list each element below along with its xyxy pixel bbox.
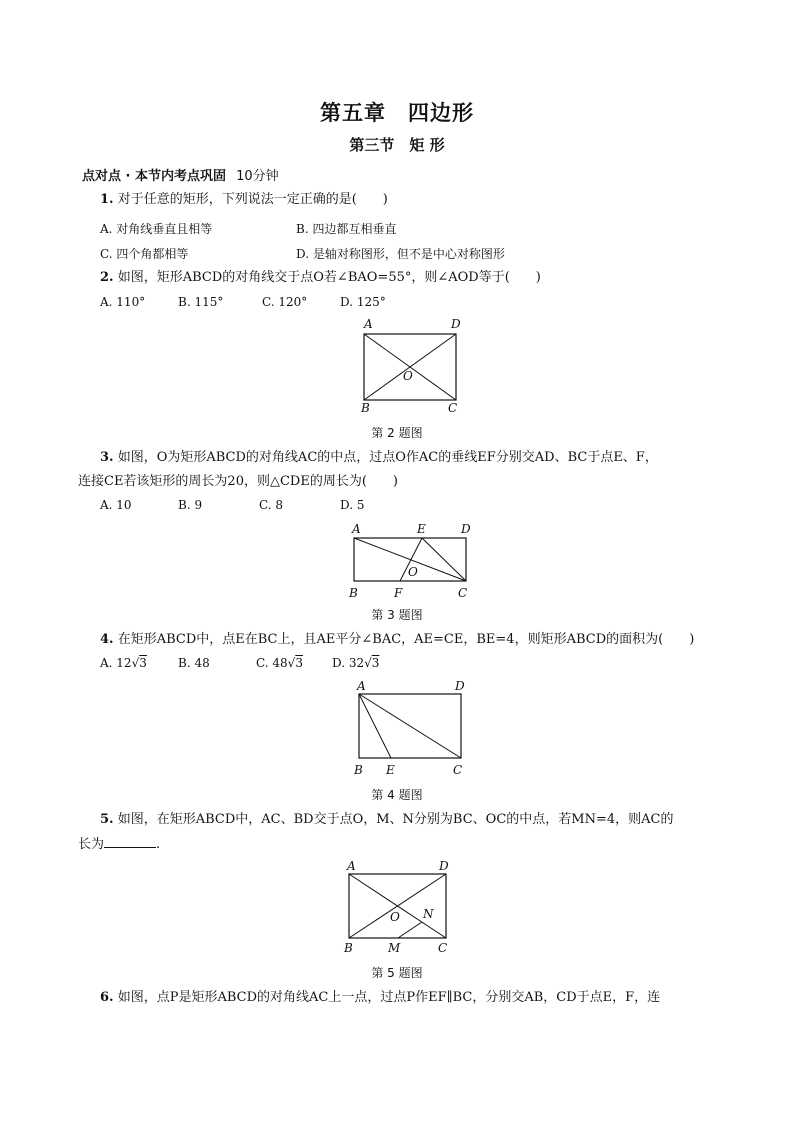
label-a: A — [347, 859, 356, 873]
label-a: A — [352, 522, 361, 536]
chapter-title: 第五章 四边形 — [320, 101, 474, 125]
question-3-line-2: 连接CE若该矩形的周长为20，则△CDE的周长为( ) — [78, 474, 398, 489]
q2-option-d: D. 125° — [340, 295, 386, 309]
question-2 — [100, 268, 541, 288]
q4-option-b — [178, 656, 210, 670]
practice-header — [82, 165, 279, 184]
diagonal-ac — [359, 694, 461, 758]
question-number: 3. — [100, 450, 114, 465]
question-stem: 如图，O为矩形ABCD的对角线AC的中点，过点O作AC的垂线EF分别交AD、BC于点E、F， — [117, 450, 658, 465]
q4-option-a — [100, 656, 147, 670]
question-stem: 对于任意的矩形，下列说法一定正确的是( ) — [117, 192, 388, 207]
practice-time: 10分钟 — [236, 169, 279, 184]
q3-option-a: A. 10 — [100, 498, 132, 512]
segment-ce — [422, 538, 466, 581]
q3-option-d: D. 5 — [340, 498, 365, 512]
option-radicand: 3 — [139, 656, 147, 670]
q2-figure-caption: 第 2 题图 — [371, 426, 423, 440]
question-6 — [100, 988, 660, 1008]
question-stem: 在矩形ABCD中，点E在BC上，且AE平分∠BAC，AE=CE，BE=4，则矩形ABCD的面积为( ) — [117, 632, 695, 647]
label-d: D — [455, 679, 465, 693]
label-o: O — [408, 565, 418, 579]
section-title: 第三节 矩 形 — [349, 136, 445, 154]
q2-option-b: B. 115° — [178, 295, 224, 309]
q2-option-a: A. 110° — [100, 295, 146, 309]
label-e: E — [417, 522, 426, 536]
option-radicand: 3 — [295, 656, 303, 670]
question-stem: 长为 — [78, 837, 105, 852]
question-number: 6. — [100, 990, 114, 1005]
question-5-line-1 — [100, 810, 673, 830]
label-o: O — [403, 369, 413, 383]
option-prefix: A. 12 — [100, 656, 132, 670]
radical-sign: √ — [287, 656, 296, 670]
question-5-line-2 — [78, 835, 160, 855]
question-stem: 如图，矩形ABCD的对角线交于点O若∠BAO=55°，则∠AOD等于( ) — [117, 270, 541, 285]
q1-option-b: B. 四边都互相垂直 — [296, 222, 397, 236]
label-b: B — [361, 401, 370, 415]
segment-mn — [398, 922, 422, 938]
q5-figure — [338, 856, 458, 956]
label-c: C — [453, 763, 463, 777]
question-1 — [100, 190, 388, 210]
q3-figure — [342, 516, 477, 602]
q4-figure-caption: 第 4 题图 — [371, 788, 423, 802]
label-e: E — [386, 763, 395, 777]
label-a: A — [357, 679, 366, 693]
q1-option-d: D. 是轴对称图形，但不是中心对称图形 — [296, 247, 505, 261]
option-prefix: D. 32 — [332, 656, 365, 670]
option-radicand: 3 — [371, 656, 380, 670]
q1-option-a: A. 对角线垂直且相等 — [100, 222, 213, 236]
radical-sign: √ — [131, 656, 140, 670]
question-number: 2. — [100, 270, 114, 285]
question-stem-end: . — [156, 837, 161, 852]
question-number: 5. — [100, 812, 114, 827]
answer-blank[interactable] — [104, 835, 156, 848]
question-4 — [100, 630, 694, 650]
question-3-line-1 — [100, 448, 658, 468]
q3-option-c: C. 8 — [259, 498, 284, 512]
q3-option-b: B. 9 — [178, 498, 203, 512]
label-n: N — [423, 907, 434, 921]
label-b: B — [354, 763, 363, 777]
label-f: F — [394, 586, 403, 600]
label-c: C — [458, 586, 468, 600]
q4-option-d — [332, 656, 379, 670]
label-b: B — [344, 941, 353, 955]
option-prefix: B. 48 — [178, 656, 210, 670]
q5-figure-caption: 第 5 题图 — [371, 966, 423, 980]
label-d: D — [451, 317, 461, 331]
q4-figure — [348, 676, 478, 780]
question-stem: 如图，在矩形ABCD中，AC、BD交于点O，M、N分别为BC、OC的中点，若MN=4，则AC的 — [117, 812, 674, 827]
q2-figure — [355, 316, 470, 416]
practice-label: 点对点 · 本节内考点巩固 — [82, 169, 226, 184]
question-number: 4. — [100, 632, 114, 647]
label-d: D — [439, 859, 449, 873]
label-c: C — [438, 941, 448, 955]
label-a: A — [364, 317, 373, 331]
q1-option-c: C. 四个角都相等 — [100, 247, 189, 261]
q3-figure-caption: 第 3 题图 — [371, 608, 423, 622]
q4-option-c — [256, 656, 303, 670]
radical-sign: √ — [364, 656, 372, 670]
option-prefix: C. 48 — [256, 656, 288, 670]
q2-option-c: C. 120° — [262, 295, 308, 309]
label-d: D — [461, 522, 471, 536]
label-m: M — [388, 941, 401, 955]
label-b: B — [349, 586, 358, 600]
label-c: C — [448, 401, 458, 415]
question-stem: 如图，点P是矩形ABCD的对角线AC上一点，过点P作EF∥BC，分别交AB，CD于点E，F，连 — [117, 990, 661, 1005]
question-number: 1. — [100, 192, 114, 207]
label-o: O — [390, 910, 400, 924]
